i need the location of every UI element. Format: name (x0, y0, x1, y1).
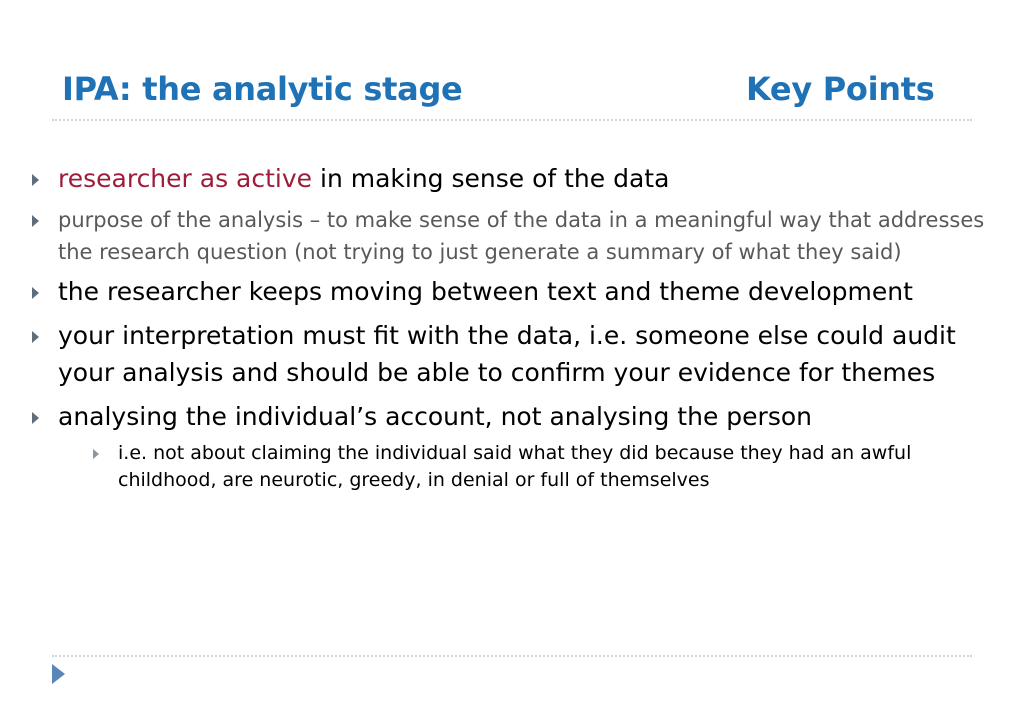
bullet-list (30, 160, 1005, 494)
bullet-item-interpretation (30, 317, 1005, 391)
triangle-right-icon (93, 449, 99, 459)
slide-subtitle: Key Points (746, 70, 935, 108)
bullet-text: in making sense of the data (312, 164, 670, 193)
sub-bullet-item (3, 440, 1005, 494)
triangle-right-icon (32, 215, 39, 227)
bullet-highlight-text: researcher as active (58, 164, 313, 193)
bullet-text: purpose of the analysis – to make sense of the data in a meaningful way that addresses the research question (not trying to just generate a summary of what they said) (58, 208, 985, 264)
bullet-item-individual-account (30, 398, 1005, 435)
bullet-text: analysing the individual’s account, not analysing the person (58, 402, 812, 431)
bullet-item-moving-between (30, 273, 1005, 310)
next-slide-arrow-icon[interactable] (52, 664, 65, 684)
bullet-item-purpose (30, 204, 1005, 268)
triangle-right-icon (32, 331, 39, 343)
bullet-text: your interpretation must fit with the data, i.e. someone else could audit your analysis and should be able to confirm your evidence for themes (58, 321, 956, 387)
bullet-text: the researcher keeps moving between text and theme development (58, 277, 913, 306)
title-divider (52, 119, 972, 121)
footer-divider (52, 655, 972, 657)
slide-title: IPA: the analytic stage (62, 70, 463, 108)
triangle-right-icon (32, 174, 39, 186)
triangle-right-icon (32, 287, 39, 299)
bullet-item-researcher-active (30, 160, 1005, 197)
triangle-right-icon (32, 412, 39, 424)
sub-bullet-text: i.e. not about claiming the individual said what they did because they had an awful childhood, are neurotic, greedy, in denial or full of themselves (118, 442, 912, 491)
